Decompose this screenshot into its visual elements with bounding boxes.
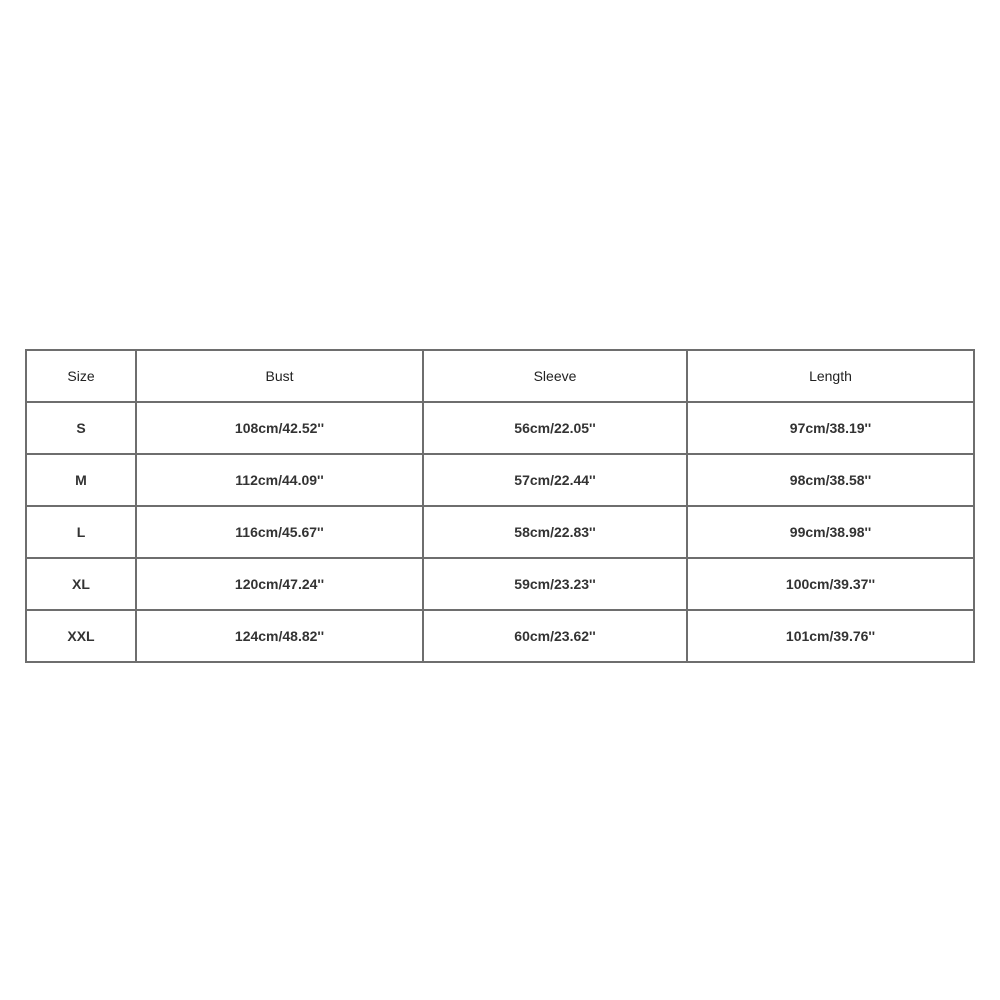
cell-sleeve: 59cm/23.23'' bbox=[423, 558, 687, 610]
header-row bbox=[26, 350, 974, 402]
cell-length: 97cm/38.19'' bbox=[687, 402, 974, 454]
cell-size: L bbox=[26, 506, 136, 558]
header-length: Length bbox=[687, 350, 974, 402]
size-chart-table bbox=[25, 349, 975, 663]
cell-bust: 112cm/44.09'' bbox=[136, 454, 423, 506]
table-row bbox=[26, 402, 974, 454]
cell-sleeve: 56cm/22.05'' bbox=[423, 402, 687, 454]
header-bust: Bust bbox=[136, 350, 423, 402]
cell-bust: 124cm/48.82'' bbox=[136, 610, 423, 662]
cell-size: XL bbox=[26, 558, 136, 610]
cell-bust: 120cm/47.24'' bbox=[136, 558, 423, 610]
header-size: Size bbox=[26, 350, 136, 402]
cell-length: 101cm/39.76'' bbox=[687, 610, 974, 662]
header-sleeve: Sleeve bbox=[423, 350, 687, 402]
cell-sleeve: 60cm/23.62'' bbox=[423, 610, 687, 662]
cell-size: XXL bbox=[26, 610, 136, 662]
cell-bust: 116cm/45.67'' bbox=[136, 506, 423, 558]
table-row bbox=[26, 454, 974, 506]
cell-sleeve: 57cm/22.44'' bbox=[423, 454, 687, 506]
size-chart-body bbox=[26, 402, 974, 662]
cell-size: S bbox=[26, 402, 136, 454]
cell-length: 98cm/38.58'' bbox=[687, 454, 974, 506]
cell-size: M bbox=[26, 454, 136, 506]
table-row bbox=[26, 506, 974, 558]
cell-length: 99cm/38.98'' bbox=[687, 506, 974, 558]
cell-length: 100cm/39.37'' bbox=[687, 558, 974, 610]
table-row bbox=[26, 610, 974, 662]
cell-sleeve: 58cm/22.83'' bbox=[423, 506, 687, 558]
size-chart-header bbox=[26, 350, 974, 402]
cell-bust: 108cm/42.52'' bbox=[136, 402, 423, 454]
table-row bbox=[26, 558, 974, 610]
